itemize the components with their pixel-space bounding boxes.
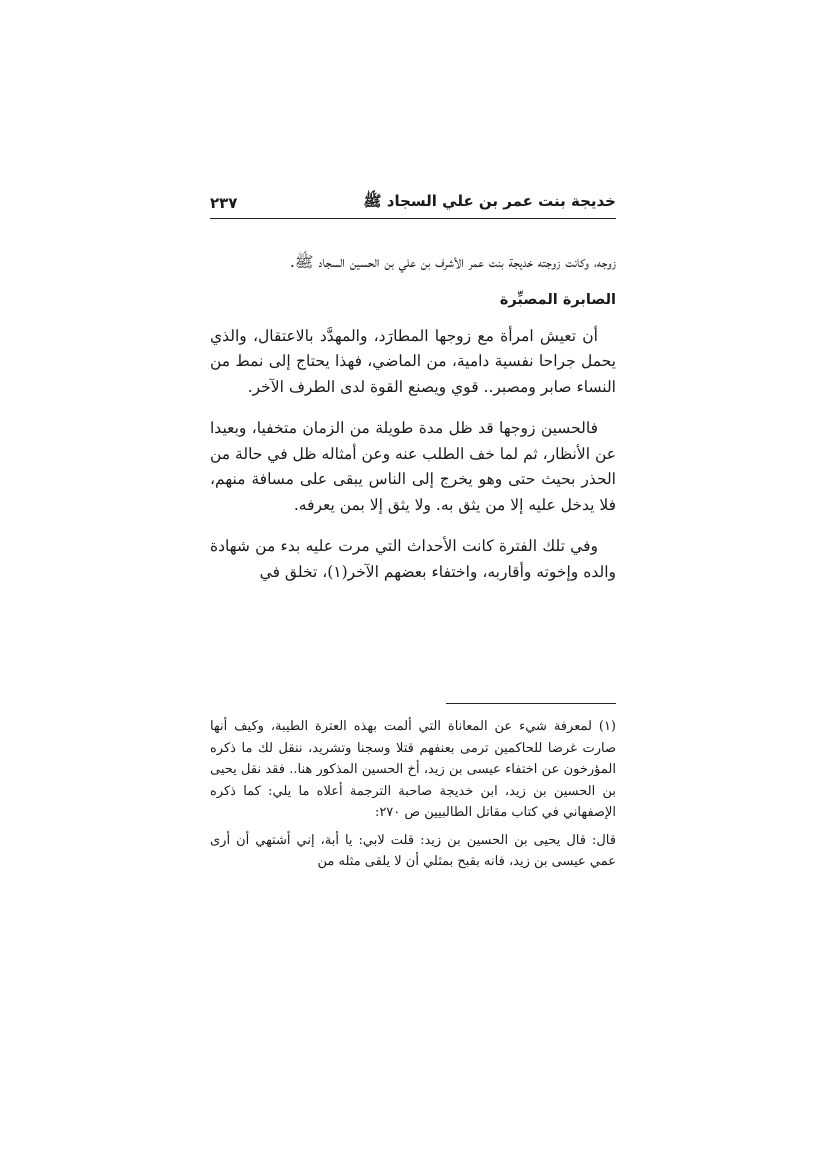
book-page xyxy=(210,0,616,1169)
paragraph-1: زوجه، وكانت زوجته خديجة بنت عمر الأشرف بن علي بن الحسين السجاد ﷺ. xyxy=(289,253,616,271)
paragraph-4: وفي تلك الفترة كانت الأحداث التي مرت عليه بدء من شهادة والده وإخوته وأقاربه، واختفاء بعضهم الآخر(١)، تخلق في xyxy=(210,537,616,581)
paragraph-3: فالحسين زوجها قد ظل مدة طويلة من الزمان متخفيا، وبعيدا عن الأنظار، ثم لما خف الطلب عنه وعن أمثاله ظل في حالة من الحذر بحيث حتى وهو يخرج إلى الناس يبقى على مسافة منهم، فلا يدخل عليه إلا من يثق به. ولا يثق إلا بمن يعرفه. xyxy=(210,419,616,514)
footnote-2: قال: قال يحيى بن الحسين بن زيد: قلت لابي: يا أبة، إني أشتهي أن أرى عمي عيسى بن زيد، فانه بقبح بمثلي أن لا يلقى مثله من xyxy=(210,832,616,869)
footnote-1: (١) لمعرفة شيء عن المعاناة التي ألمت بهذه العترة الطيبة، وكيف أنها صارت غرضا للحاكمين ترمى بعنفهم قتلا وسجنا وتشريد، ننقل لك ما ذكره المؤرخون عن اختفاء عيسى بن زيد، أخ الحسين المذكور هنا.. فقد نقل يحيى بن الحسين بن زيد، ابن خديجة صاحبة الترجمة أعلاه ما يلي: كما ذكره الإصفهاني في كتاب مقاتل الطالبيين ص ٢٧٠: xyxy=(210,719,616,820)
section-heading: الصابرة المصبِّرة xyxy=(499,291,616,308)
footnotes xyxy=(210,716,616,879)
main-text xyxy=(210,250,616,601)
paragraph-2: أن تعيش امرأة مع زوجها المطارَد، والمهدَّد بالاعتقال، والذي يحمل جراحا نفسية دامية، من الماضي، فهذا يحتاج إلى نمط من النساء صابر ومصبر.. قوي ويصنع القوة لدى الطرف الآخر. xyxy=(210,326,616,396)
page-number: ٢٣٧ xyxy=(210,194,238,212)
page-header xyxy=(210,190,616,216)
footnote-rule xyxy=(446,703,616,704)
running-title: خديجة بنت عمر بن علي السجاد ﷺ xyxy=(363,192,616,210)
header-rule xyxy=(210,218,616,219)
